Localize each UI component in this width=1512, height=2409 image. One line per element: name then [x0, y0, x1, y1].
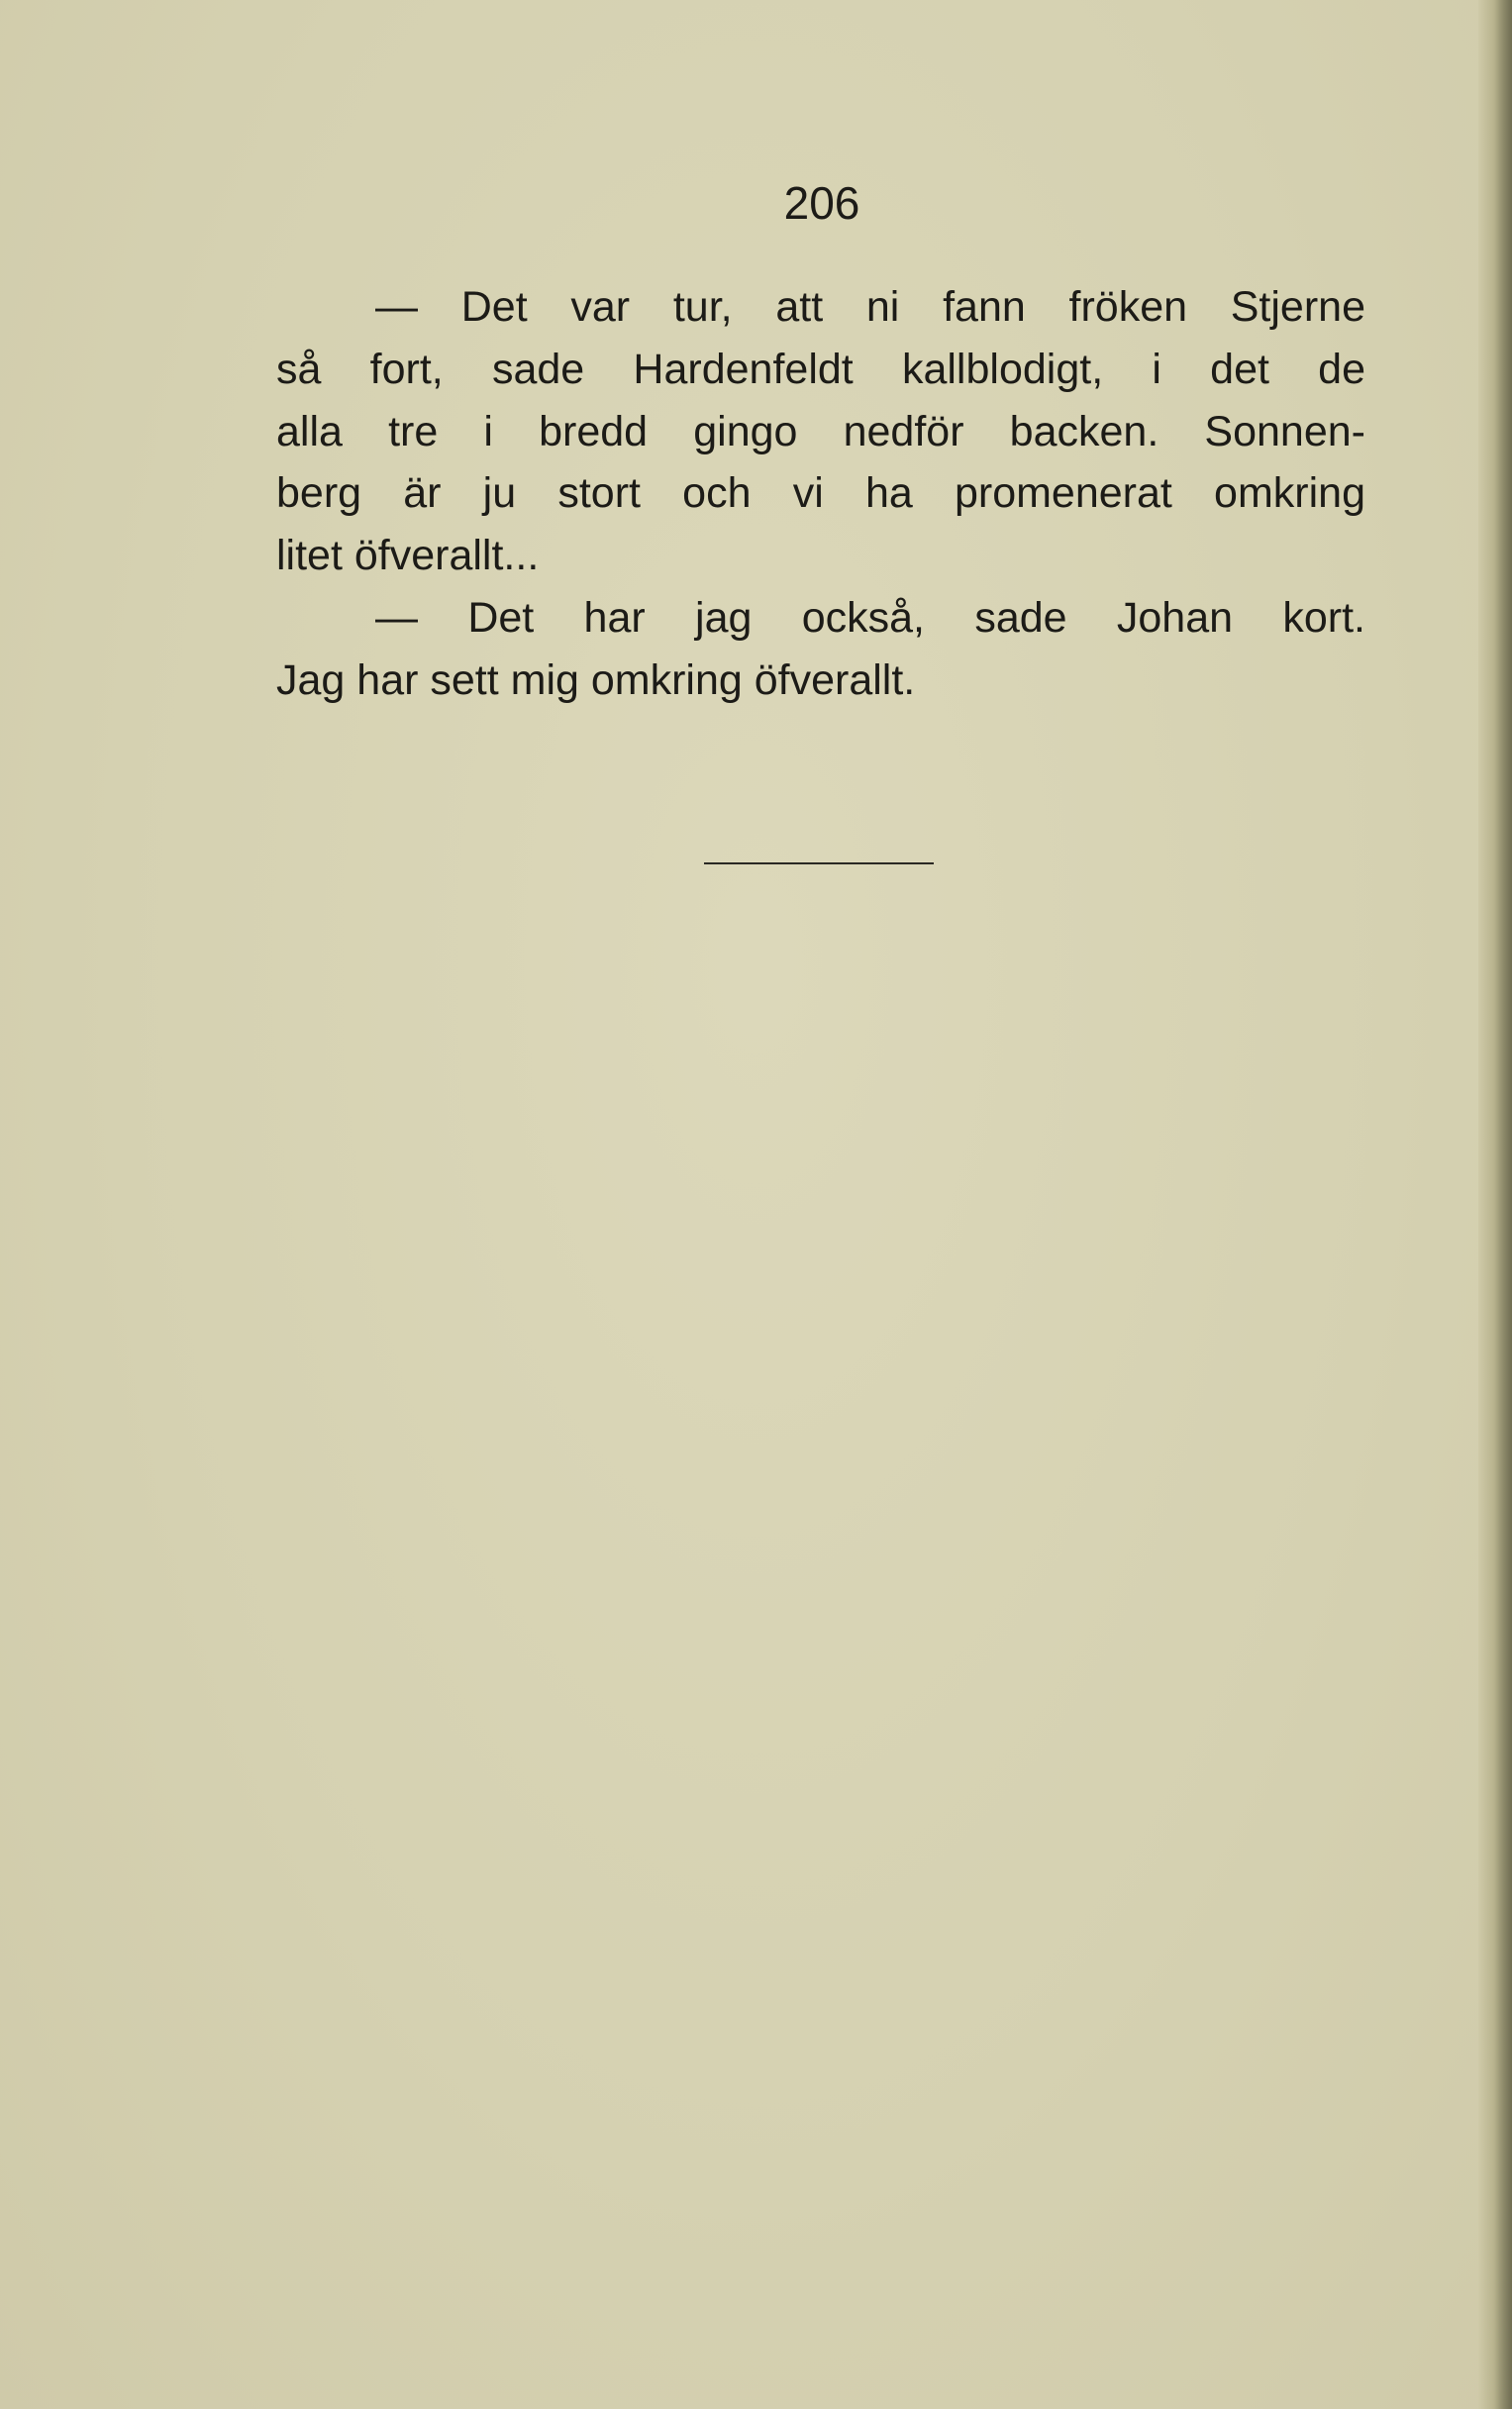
- text-line: berg är ju stort och vi ha promenerat omkring: [276, 469, 1365, 518]
- text-line: så fort, sade Hardenfeldt kallblodigt, i det de: [276, 345, 1365, 393]
- section-divider: [704, 862, 934, 864]
- body-text: [276, 276, 1365, 712]
- page-edge-shadow: [1478, 0, 1512, 2409]
- text-line: Jag har sett mig omkring öfverallt.: [276, 655, 916, 704]
- text-line: — Det har jag också, sade Johan kort.: [375, 593, 1365, 642]
- text-line: — Det var tur, att ni fann fröken Stjerne: [375, 283, 1365, 331]
- page-number: 206: [783, 177, 860, 229]
- text-line: litet öfverallt...: [276, 532, 540, 580]
- text-line: alla tre i bredd gingo nedför backen. Sonnen-: [276, 407, 1365, 455]
